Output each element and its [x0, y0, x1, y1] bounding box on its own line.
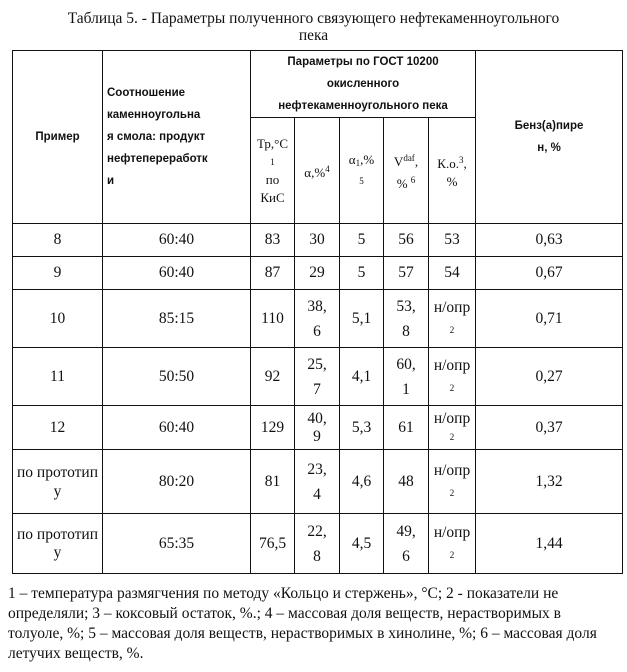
table-row: 10 85:15 110 38, 6 5,1 53, 8 н/опр 2 0,71 — [13, 290, 623, 348]
header-tr: Тр,°С 1 по КиС — [251, 118, 295, 224]
header-vdaf: $V^{daf}$, % $^6$ — [384, 118, 429, 224]
header-ratio: Соотношение каменноугольна я смола: продукт нефтепереработк и — [103, 51, 251, 224]
table-caption — [0, 10, 627, 44]
caption-line-2: пека — [298, 27, 329, 44]
parameters-table — [12, 50, 623, 574]
table-row: 8 60:40 83 30 5 56 53 0,63 — [13, 224, 623, 257]
caption-line-1: Таблица 5. - Параметры полученного связующего нефтекаменноугольного — [67, 10, 560, 27]
header-alpha: α,%$^4$ — [295, 118, 340, 224]
table-row: по прототип у 80:20 81 23, 4 4,6 48 н/опр 2 1,32 — [13, 450, 623, 514]
header-example: Пример — [13, 51, 103, 224]
table-row: 9 60:40 87 29 5 57 54 0,67 — [13, 257, 623, 290]
table-row: 12 60:40 129 40, 9 5,3 61 н/опр 2 0,37 — [13, 406, 623, 450]
table-footnote: 1 – температура размягчения по методу «Кольцо и стержень», °С; 2 - показатели не определяли; 3 – коксовый остаток, %.; 4 – массовая доля веществ, нерастворимых в толуоле, %; 5 – массовая доля веществ, нерастворимых в хинолине, %; 6 – массовая доля летучих веществ, %. — [8, 585, 597, 662]
table-row: по прототип у 65:35 76,5 22, 8 4,5 49, 6 н/опр 2 1,44 — [13, 514, 623, 574]
header-benzpyrene: Бенз(а)пире н, % — [476, 51, 623, 224]
table-row: 11 50:50 92 25, 7 4,1 60, 1 н/опр 2 0,27 — [13, 348, 623, 406]
header-ko: К.о.$^3$, % — [429, 118, 476, 224]
header-alpha1: $\alpha_1,\%$ 5 — [340, 118, 384, 224]
header-gost-group: Параметры по ГОСТ 10200 окисленного нефтекаменноугольного пека — [251, 51, 476, 118]
